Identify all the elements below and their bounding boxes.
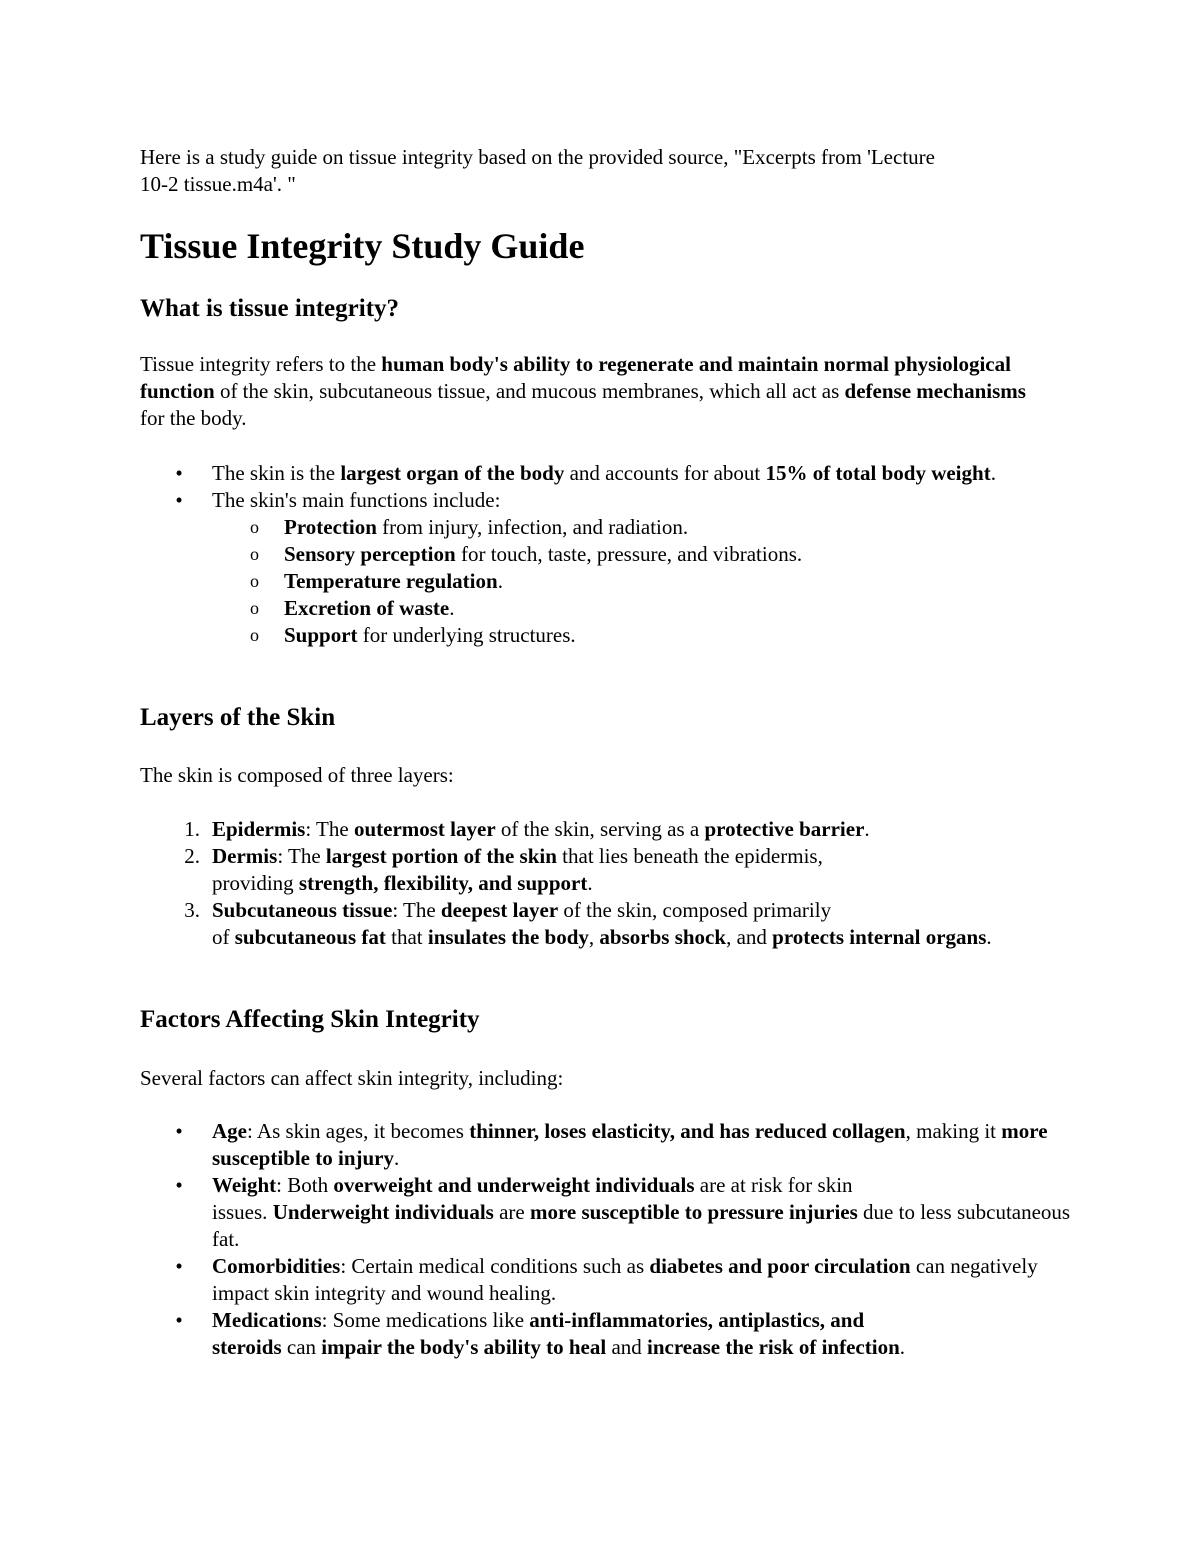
bullet-icon: •	[175, 1308, 183, 1332]
text-run: that	[385, 925, 428, 949]
bold-run: strength, flexibility, and support	[298, 871, 588, 895]
section-heading-factors: Factors Affecting Skin Integrity	[140, 1006, 480, 1033]
list-item	[140, 568, 1060, 595]
bold-run: Underweight individuals	[272, 1200, 494, 1224]
bold-run: increase the risk of infection	[647, 1335, 900, 1359]
text-run: .	[986, 925, 992, 949]
bold-run: thinner, loses elasticity, and has reduced collagen	[469, 1119, 906, 1143]
text-run: from injury, infection, and radiation.	[376, 515, 689, 539]
bold-run: deepest layer	[440, 898, 559, 922]
text-run: providing	[212, 871, 299, 895]
text-run: for the body.	[140, 406, 247, 430]
list-item	[140, 487, 1060, 514]
bold-run: Age	[212, 1119, 247, 1143]
text-run: of the skin, serving as a	[495, 817, 705, 841]
list-item	[140, 1307, 1060, 1361]
text-run: of the skin, subcutaneous tissue, and mucous membranes, which all act as	[214, 379, 845, 403]
text-run: The skin is the	[212, 461, 341, 485]
text-run: can negatively impact skin integrity and wound healing.	[212, 1254, 1038, 1305]
skin-layers-list	[140, 816, 1060, 951]
text-run: .	[587, 871, 593, 895]
bold-run: Protection	[284, 515, 377, 539]
bold-run: protects internal organs	[772, 925, 987, 949]
bold-run: protective barrier	[704, 817, 865, 841]
layers-intro: The skin is composed of three layers:	[140, 763, 454, 787]
text-run: : The	[392, 898, 441, 922]
text-run: of the skin, composed primarily	[558, 898, 832, 922]
intro-line-2: 10-2 tissue.m4a'. "	[140, 172, 296, 196]
bold-run: largest portion of the skin	[325, 844, 557, 868]
text-run: .	[864, 817, 870, 841]
text-run: that lies beneath the epidermis,	[556, 844, 823, 868]
list-item	[140, 514, 1060, 541]
bold-run: Dermis	[212, 844, 278, 868]
text-run: can	[281, 1335, 322, 1359]
bold-run: impair the body's ability to heal	[321, 1335, 607, 1359]
bold-run: human body's ability to regenerate and maintain normal physiological function	[140, 352, 1011, 403]
circle-bullet-icon: o	[250, 571, 259, 591]
bullet-icon: •	[175, 488, 183, 512]
circle-bullet-icon: o	[250, 517, 259, 537]
bold-run: Support	[284, 623, 358, 647]
text-run: , making it	[905, 1119, 1002, 1143]
bold-run: outermost layer	[353, 817, 496, 841]
bold-run: Temperature regulation	[284, 569, 498, 593]
circle-bullet-icon: o	[250, 544, 259, 564]
text-run: .	[899, 1335, 906, 1359]
bold-run: 15% of total body weight	[765, 461, 991, 485]
list-item	[140, 1118, 1062, 1172]
bullet-icon: •	[175, 1173, 183, 1197]
bold-run: Medications	[212, 1308, 322, 1332]
page-title: Tissue Integrity Study Guide	[140, 226, 585, 266]
bold-run: Comorbidities	[212, 1254, 341, 1278]
intro-line-1: Here is a study guide on tissue integrity based on the provided source, "Excerpts from 'Lecture	[140, 145, 935, 169]
bold-run: more susceptible to pressure injuries	[529, 1200, 858, 1224]
list-number: 1.	[184, 817, 200, 841]
circle-bullet-icon: o	[250, 625, 259, 645]
text-run: due to less subcutaneous fat.	[212, 1200, 1071, 1251]
section-heading-layers: Layers of the Skin	[140, 704, 336, 731]
bold-run: defense mechanisms	[844, 379, 1026, 403]
section-heading-what-is: What is tissue integrity?	[140, 295, 400, 322]
bold-run: more susceptible to injury	[212, 1119, 1048, 1170]
list-number: 3.	[184, 898, 200, 922]
text-run: : The	[305, 817, 354, 841]
bold-run: Excretion of waste	[284, 596, 450, 620]
list-item	[140, 1253, 1062, 1307]
bold-run: Subcutaneous tissue	[212, 898, 393, 922]
list-item	[140, 843, 1060, 897]
list-item	[140, 595, 1060, 622]
text-run: : Both	[276, 1173, 334, 1197]
bold-run: Epidermis	[212, 817, 306, 841]
bold-run: overweight and underweight individuals	[333, 1173, 695, 1197]
list-item	[140, 460, 1062, 487]
text-run: ,	[588, 925, 600, 949]
text-run: The skin's main functions include:	[212, 488, 501, 512]
list-item	[140, 622, 1060, 649]
text-run: are	[493, 1200, 530, 1224]
circle-bullet-icon: o	[250, 598, 259, 618]
text-run: .	[449, 596, 455, 620]
bold-run: diabetes and poor circulation	[649, 1254, 911, 1278]
text-run: : The	[277, 844, 326, 868]
list-item	[140, 1172, 1102, 1253]
bold-run: subcutaneous fat	[234, 925, 386, 949]
text-run: : Some medications like	[321, 1308, 530, 1332]
text-run: for underlying structures.	[357, 623, 576, 647]
bullet-icon: •	[175, 1254, 183, 1278]
text-run: .	[497, 569, 503, 593]
text-run: Tissue integrity refers to the	[140, 352, 382, 376]
definition-paragraph	[140, 351, 1060, 432]
text-run: for touch, taste, pressure, and vibrations.	[455, 542, 803, 566]
skin-functions-list	[140, 514, 1060, 649]
bold-run: largest organ of the body	[340, 461, 565, 485]
bold-run: anti-inflammatories, antiplastics, and	[529, 1308, 865, 1332]
text-run: : As skin ages, it becomes	[247, 1119, 470, 1143]
text-run: .	[990, 461, 996, 485]
bold-run: Sensory perception	[284, 542, 456, 566]
text-run: .	[394, 1146, 400, 1170]
text-run: of	[212, 925, 235, 949]
text-run: and	[606, 1335, 648, 1359]
bullet-icon: •	[175, 1119, 183, 1143]
text-run: : Certain medical conditions such as	[340, 1254, 650, 1278]
text-run: issues.	[212, 1200, 273, 1224]
text-run: , and	[726, 925, 773, 949]
list-item	[140, 816, 1060, 843]
factors-intro: Several factors can affect skin integrity, including:	[140, 1066, 564, 1090]
list-item	[140, 541, 1060, 568]
bullet-icon: •	[175, 461, 183, 485]
text-run: are at risk for skin	[694, 1173, 853, 1197]
list-item	[140, 897, 1062, 951]
factors-list	[140, 1118, 1071, 1361]
list-number: 2.	[184, 844, 200, 868]
text-run: and accounts for about	[564, 461, 766, 485]
intro-paragraph	[140, 144, 1060, 198]
skin-facts-list	[140, 460, 1060, 514]
bold-run: steroids	[212, 1335, 282, 1359]
bold-run: absorbs shock	[599, 925, 727, 949]
bold-run: Weight	[212, 1173, 277, 1197]
bold-run: insulates the body	[427, 925, 589, 949]
